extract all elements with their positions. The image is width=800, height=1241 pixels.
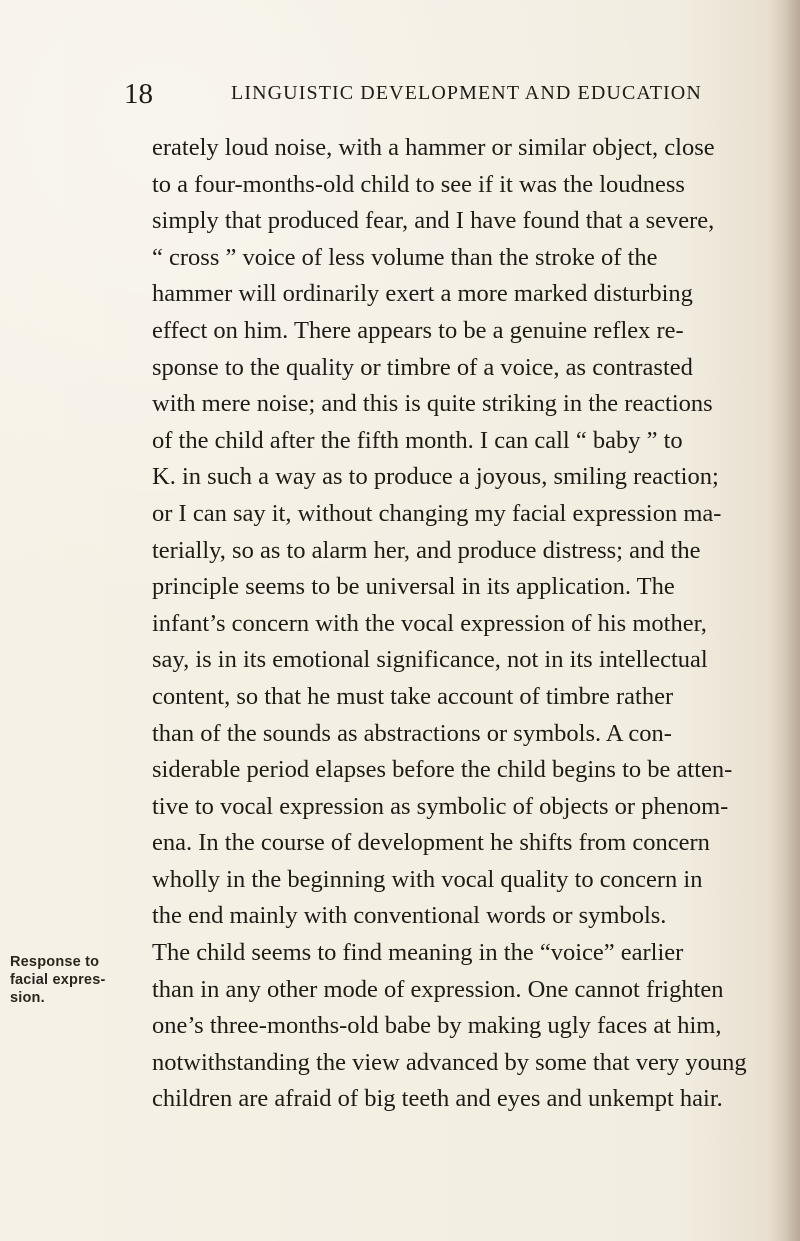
margin-note-line: Response to — [10, 954, 100, 970]
text-line: with mere noise; and this is quite striking in the reactions — [152, 390, 713, 418]
text-line: simply that produced fear, and I have found that a severe, — [152, 207, 715, 235]
text-line: siderable period elapses before the child begins to be atten- — [152, 756, 733, 784]
text-line: to a four-months-old child to see if it was the loudness — [152, 170, 685, 198]
text-line: say, is in its emotional significance, not in its intellectual — [152, 646, 708, 674]
text-line: tive to vocal expression as symbolic of objects or phenom- — [152, 792, 729, 820]
text-line: one’s three-months-old babe by making ugly faces at him, — [152, 1012, 722, 1040]
text-line: infant’s concern with the vocal expression of his mother, — [152, 609, 707, 637]
margin-note-line: sion. — [10, 990, 45, 1006]
text-line: K. in such a way as to produce a joyous, smiling reaction; — [152, 463, 719, 491]
margin-note-line: facial expres- — [10, 972, 106, 988]
text-line: or I can say it, without changing my facial expression ma- — [152, 499, 722, 527]
text-line: notwithstanding the view advanced by some that very young — [152, 1048, 747, 1076]
text-line: children are afraid of big teeth and eyes and unkempt hair. — [152, 1085, 723, 1113]
text-line: hammer will ordinarily exert a more marked disturbing — [152, 280, 693, 308]
text-line: than of the sounds as abstractions or symbols. A con- — [152, 719, 672, 747]
text-line: “ cross ” voice of less volume than the stroke of the — [152, 243, 658, 271]
page-number: 18 — [124, 78, 153, 110]
body-text — [152, 130, 774, 1118]
text-line: sponse to the quality or timbre of a voice, as contrasted — [152, 353, 693, 381]
text-line: The child seems to find meaning in the “voice” earlier — [152, 939, 684, 967]
text-line: terially, so as to alarm her, and produce distress; and the — [152, 536, 701, 564]
text-line: of the child after the fifth month. I can call “ baby ” to — [152, 426, 683, 454]
text-line: erately loud noise, with a hammer or similar object, close — [152, 134, 715, 161]
text-line: ena. In the course of development he shifts from concern — [152, 829, 710, 857]
text-line: wholly in the beginning with vocal quality to concern in — [152, 865, 703, 893]
running-head: LINGUISTIC DEVELOPMENT AND EDUCATION — [231, 82, 702, 104]
text-line: the end mainly with conventional words or symbols. — [152, 902, 667, 930]
page-header — [124, 78, 704, 112]
text-line: than in any other mode of expression. One cannot frighten — [152, 975, 724, 1003]
text-line: effect on him. There appears to be a genuine reflex re- — [152, 316, 684, 344]
text-line: principle seems to be universal in its application. The — [152, 573, 675, 601]
page-edge-shadow — [782, 0, 800, 1241]
margin-note — [10, 953, 130, 1007]
text-line: content, so that he must take account of timbre rather — [152, 682, 674, 710]
